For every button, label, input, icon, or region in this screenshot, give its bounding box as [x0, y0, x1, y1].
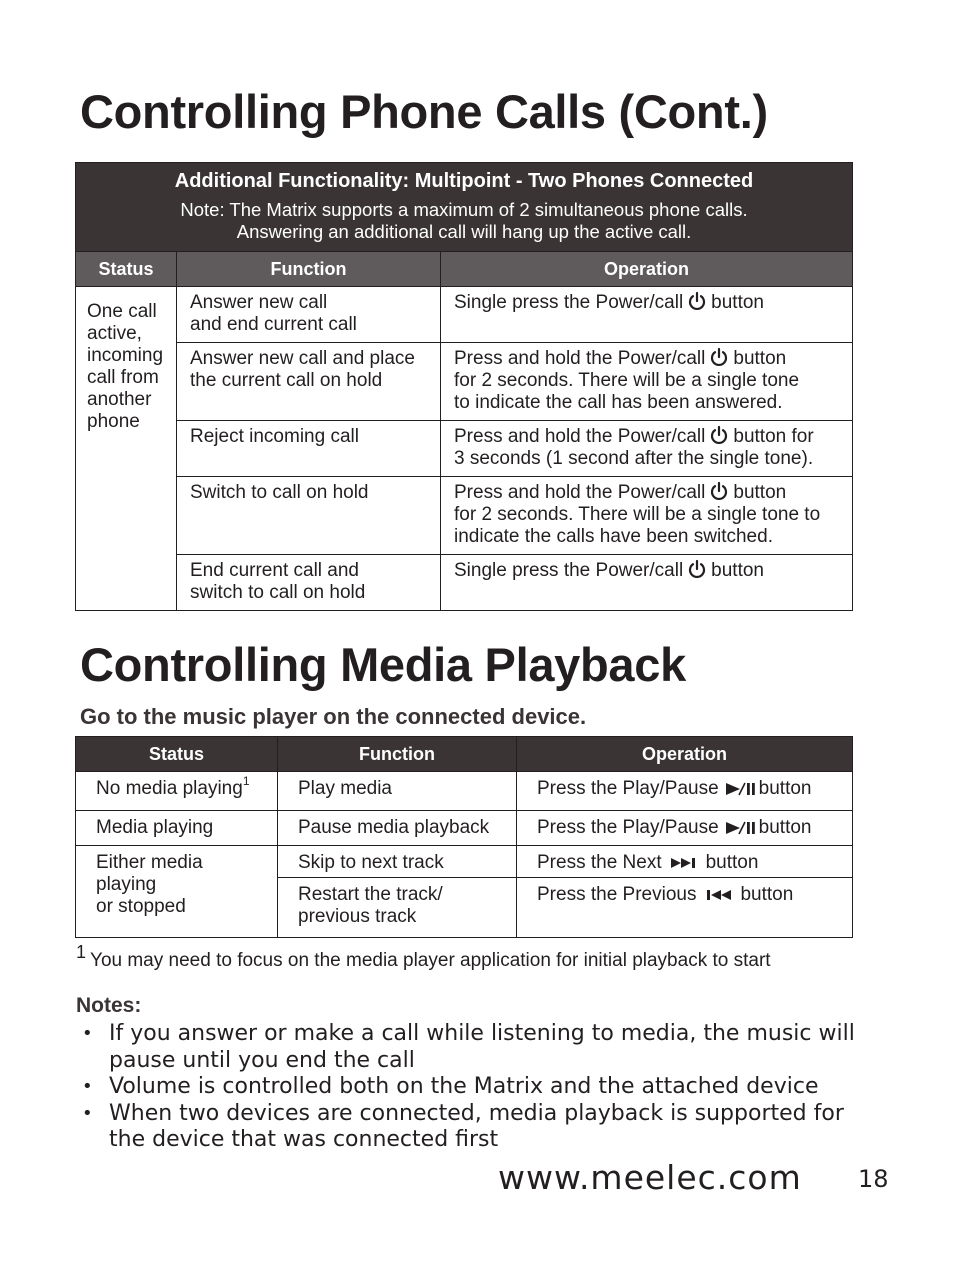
status-text: No media playing — [96, 778, 243, 799]
function-line: Reject incoming call — [190, 426, 359, 447]
operation-text: button — [705, 852, 759, 873]
operation-text: Press and hold the Power/call — [454, 482, 706, 503]
status-cell — [76, 846, 278, 938]
section-subtitle: Go to the music player on the connected device. — [80, 704, 587, 729]
website-url: www.meelec.com — [498, 1158, 802, 1197]
power-icon — [709, 425, 729, 445]
section-title: Controlling Media Playback — [80, 638, 686, 691]
status-cell: Media playing — [76, 811, 278, 846]
function-line: Restart the track/ — [298, 884, 443, 905]
function-line: Switch to call on hold — [190, 482, 369, 503]
operation-text: button — [733, 482, 787, 503]
table-row — [76, 421, 853, 477]
operation-text: Press and hold the Power/call — [454, 348, 706, 369]
footnote — [76, 942, 771, 972]
power-icon — [709, 347, 729, 367]
operation-line: for 2 seconds. There will be a single tone — [454, 370, 800, 391]
function-line: Answer new call — [190, 292, 328, 313]
function-line: previous track — [298, 906, 417, 927]
operation-text: Press the Play/Pause — [537, 778, 719, 799]
status-cell — [76, 287, 177, 611]
media-playback-table — [75, 736, 853, 938]
footnote-mark: 1 — [76, 942, 87, 962]
page-number: 18 — [858, 1165, 889, 1193]
function-cell: Skip to next track — [278, 846, 517, 878]
table-row — [76, 477, 853, 555]
operation-cell — [441, 287, 853, 343]
operation-text: Press and hold the Power/call — [454, 426, 706, 447]
table-row — [76, 772, 853, 811]
banner-note-line: Note: The Matrix supports a maximum of 2 simultaneous phone calls. — [180, 199, 748, 220]
function-cell — [177, 555, 441, 611]
power-icon — [687, 559, 707, 579]
status-line: One call — [87, 301, 157, 322]
function-line: End current call and — [190, 560, 359, 581]
table-row — [76, 343, 853, 421]
operation-text: button — [740, 884, 794, 905]
notes-list — [80, 1021, 880, 1154]
operation-text: Single press the Power/call — [454, 292, 684, 313]
operation-cell — [441, 477, 853, 555]
play-pause-icon — [725, 780, 757, 794]
operation-cell — [441, 555, 853, 611]
table-row — [76, 846, 853, 878]
status-line: active, — [87, 323, 142, 344]
operation-cell — [517, 772, 853, 811]
operation-cell — [517, 878, 853, 938]
list-item: • When two devices are connected, media playback is supported for the device that was connected first — [80, 1101, 880, 1154]
power-icon — [709, 481, 729, 501]
function-cell — [177, 477, 441, 555]
function-line: Answer new call and place — [190, 348, 415, 369]
banner-note — [84, 199, 844, 243]
header-function: Function — [177, 252, 441, 287]
function-line: the current call on hold — [190, 370, 383, 391]
function-cell — [278, 878, 517, 938]
function-cell: Pause media playback — [278, 811, 517, 846]
table-row — [76, 811, 853, 846]
operation-text: button — [733, 348, 787, 369]
operation-text: Press the Play/Pause — [537, 817, 719, 838]
operation-text: button for — [733, 426, 814, 447]
notes-title: Notes: — [76, 994, 142, 1017]
next-track-icon — [670, 854, 698, 868]
phone-calls-table — [75, 162, 853, 611]
operation-line: for 2 seconds. There will be a single tone to — [454, 504, 821, 525]
function-line: and end current call — [190, 314, 357, 335]
function-line: switch to call on hold — [190, 582, 366, 603]
operation-line: 3 seconds (1 second after the single tone). — [454, 448, 814, 469]
operation-cell — [441, 343, 853, 421]
header-function: Function — [278, 737, 517, 772]
status-cell — [76, 772, 278, 811]
table-row — [76, 287, 853, 343]
list-item: • Volume is controlled both on the Matrix and the attached device — [80, 1074, 880, 1101]
power-icon — [687, 291, 707, 311]
status-line: or stopped — [96, 896, 186, 917]
operation-text: button — [758, 817, 812, 838]
header-operation: Operation — [517, 737, 853, 772]
banner-note-line: Answering an additional call will hang up the active call. — [236, 221, 692, 242]
function-cell — [177, 287, 441, 343]
function-cell — [177, 343, 441, 421]
operation-line: indicate the calls have been switched. — [454, 526, 773, 547]
header-operation: Operation — [441, 252, 853, 287]
status-line: phone — [87, 411, 140, 432]
header-status: Status — [76, 737, 278, 772]
header-status: Status — [76, 252, 177, 287]
operation-text: Press the Previous — [537, 884, 697, 905]
table-row — [76, 555, 853, 611]
list-item: • If you answer or make a call while listening to media, the music will pause until you end the call — [80, 1021, 880, 1074]
status-line: Either media — [96, 852, 203, 873]
operation-text: button — [758, 778, 812, 799]
banner-title: Additional Functionality: Multipoint - Two Phones Connected — [174, 170, 754, 192]
status-line: another — [87, 389, 152, 410]
operation-line: to indicate the call has been answered. — [454, 392, 783, 413]
status-line: call from — [87, 367, 159, 388]
status-line: playing — [96, 874, 157, 895]
previous-track-icon — [704, 886, 732, 900]
operation-cell — [517, 811, 853, 846]
function-cell — [177, 421, 441, 477]
operation-text: button — [711, 292, 764, 313]
status-line: incoming — [87, 345, 164, 366]
operation-text: button — [711, 560, 764, 581]
function-cell: Play media — [278, 772, 517, 811]
footnote-text: You may need to focus on the media player application for initial playback to start — [90, 950, 771, 971]
operation-cell — [517, 846, 853, 878]
page-title: Controlling Phone Calls (Cont.) — [80, 85, 768, 138]
operation-cell — [441, 421, 853, 477]
play-pause-icon — [725, 819, 757, 833]
footnote-ref: 1 — [242, 773, 250, 788]
operation-text: Press the Next — [537, 852, 662, 873]
table-banner — [76, 163, 853, 252]
operation-text: Single press the Power/call — [454, 560, 684, 581]
